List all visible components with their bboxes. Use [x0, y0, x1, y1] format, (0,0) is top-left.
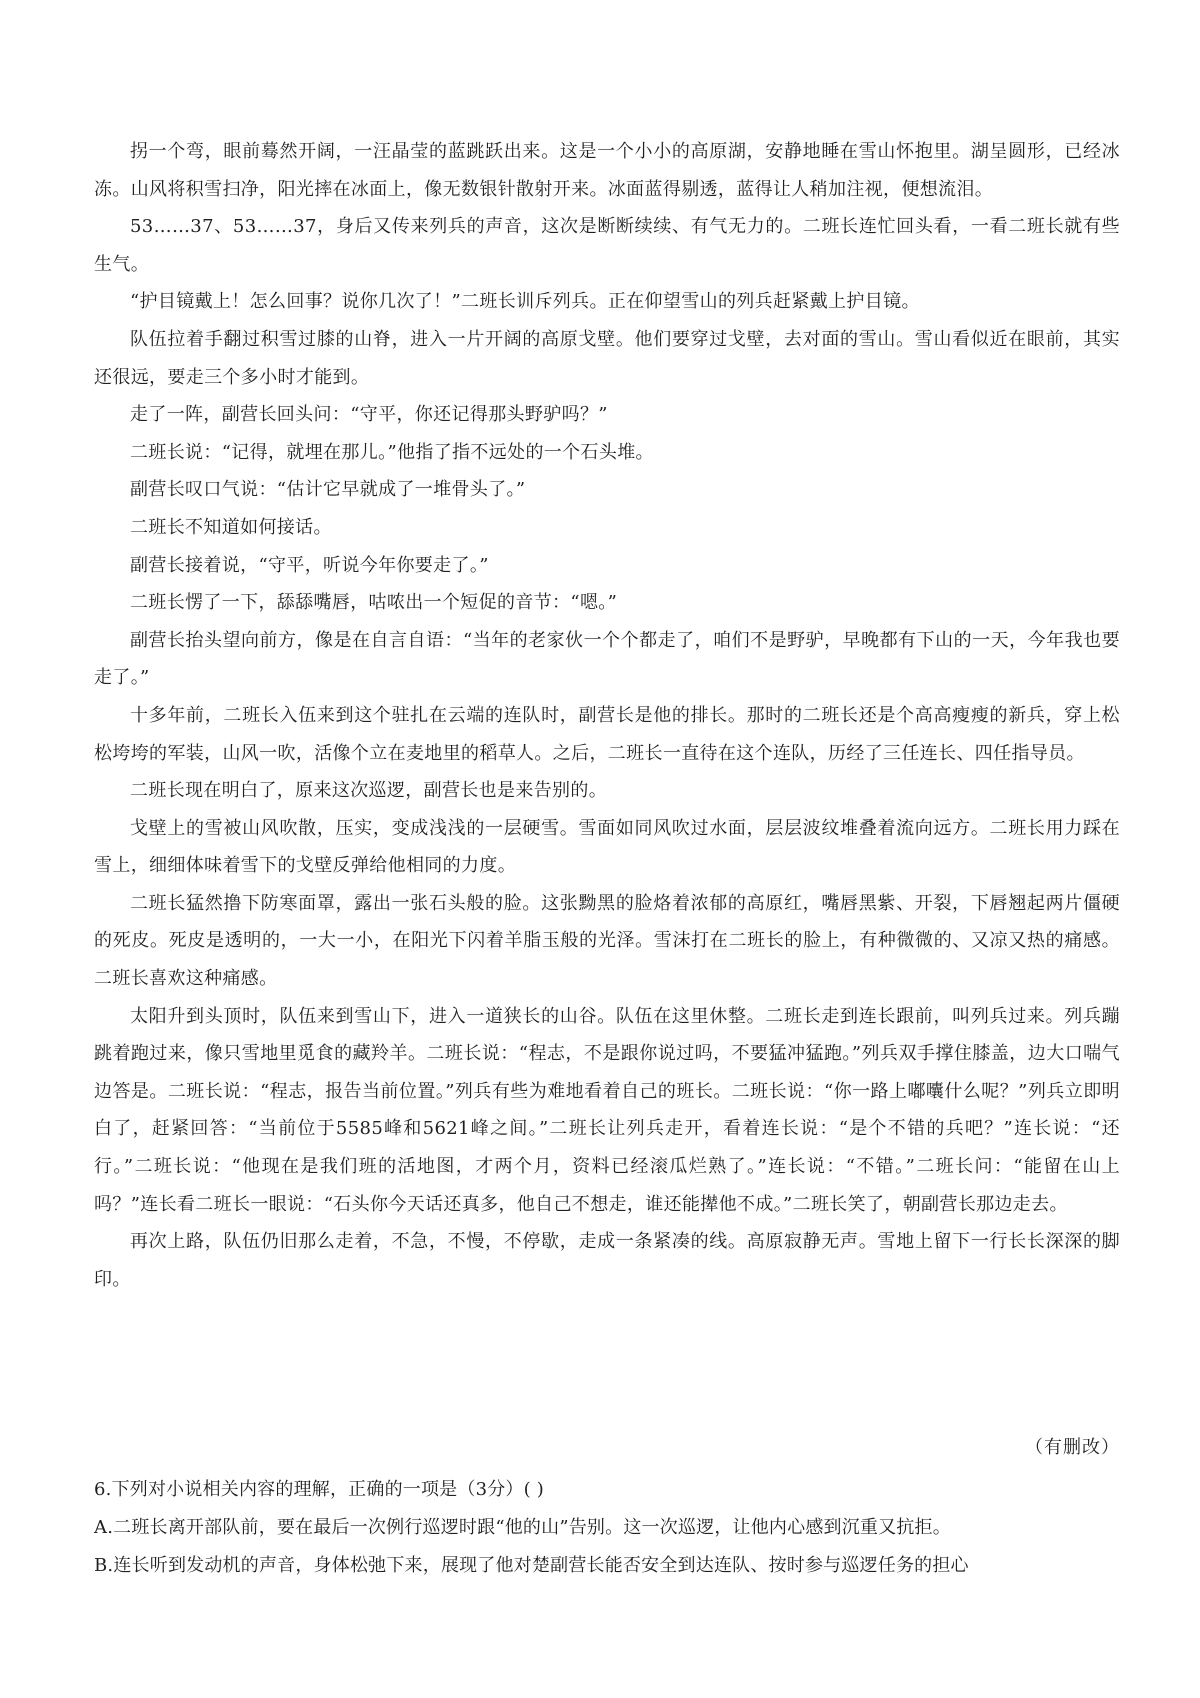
article-paragraph: 二班长说：“记得，就埋在那儿。”他指了指不远处的一个石头堆。: [130, 441, 654, 463]
article-paragraph: 戈壁上的雪被山风吹散，压实，变成浅浅的一层硬雪。雪面如同风吹过水面，层层波纹堆叠着流向远方。二班长用力踩在雪上，细细体味着雪下的戈壁反弹给他相同的力度。: [94, 817, 1120, 877]
article-paragraph: 走了一阵，副营长回头问：“守平，你还记得那头野驴吗？”: [130, 404, 608, 426]
answer-option-a: A.二班长离开部队前，要在最后一次例行巡逻时跟“他的山”告别。这一次巡逻，让他内心感到沉重又抗拒。: [94, 1517, 951, 1538]
article-paragraph: 二班长猛然撸下防寒面罩，露出一张石头般的脸。这张黝黑的脸烙着浓郁的高原红，嘴唇黑紫、开裂，下唇翘起两片僵硬的死皮。死皮是透明的，一大一小，在阳光下闪着羊脂玉般的光泽。雪沫打在二班长的脸上，有种微微的、又凉又热的痛感。二班长喜欢这种痛感。: [94, 892, 1120, 990]
article-paragraph: 副营长叹口气说：“估计它早就成了一堆骨头了。”: [130, 479, 526, 501]
article-paragraph: 拐一个弯，眼前蓦然开阔，一汪晶莹的蓝跳跃出来。这是一个小小的高原湖，安静地睡在雪山怀抱里。湖呈圆形，已经冰冻。山风将积雪扫净，阳光摔在冰面上，像无数银针散射开来。冰面蓝得剔透，蓝得让人稍加注视，便想流泪。: [94, 141, 1120, 200]
source-note: （有删改）: [1025, 1437, 1120, 1458]
article-paragraph: 副营长接着说，“守平，听说今年你要走了。”: [130, 554, 489, 576]
question-stem: 6.下列对小说相关内容的理解，正确的一项是（3分）( ): [94, 1479, 544, 1500]
article-paragraph: 53……37、53……37，身后又传来列兵的声音，这次是断断续续、有气无力的。二班长连忙回头看，一看二班长就有些生气。: [94, 216, 1120, 275]
question-block: [94, 1471, 1120, 1585]
article-paragraph: 十多年前，二班长入伍来到这个驻扎在云端的连队时，副营长是他的排长。那时的二班长还是个高高瘦瘦的新兵，穿上松松垮垮的军装，山风一吹，活像个立在麦地里的稻草人。之后，二班长一直待在这个连队，历经了三任连长、四任指导员。: [94, 704, 1120, 764]
article-paragraph: 二班长不知道如何接话。: [130, 516, 332, 538]
article-paragraph: 二班长愣了一下，舔舔嘴唇，咕哝出一个短促的音节：“嗯。”: [130, 592, 618, 614]
article-paragraph: “护目镜戴上！怎么回事？说你几次了！”二班长训斥列兵。正在仰望雪山的列兵赶紧戴上护目镜。: [130, 291, 920, 313]
answer-option-b: B.连长听到发动机的声音，身体松弛下来，展现了他对楚副营长能否安全到达连队、按时参与巡逻任务的担心: [94, 1555, 969, 1576]
page-footer-mark: [598, 1686, 608, 1689]
article-paragraph: 再次上路，队伍仍旧那么走着，不急，不慢，不停歇，走成一条紧凑的线。高原寂静无声。雪地上留下一行长长深深的脚印。: [94, 1231, 1120, 1290]
article-paragraph: 队伍拉着手翻过积雪过膝的山脊，进入一片开阔的高原戈壁。他们要穿过戈壁，去对面的雪山。雪山看似近在眼前，其实还很远，要走三个多小时才能到。: [94, 328, 1120, 388]
article-paragraph: 副营长抬头望向前方，像是在自言自语：“当年的老家伙一个个都走了，咱们不是野驴，早晚都有下山的一天，今年我也要走了。”: [94, 629, 1120, 689]
article-paragraph: 二班长现在明白了，原来这次巡逻，副营长也是来告别的。: [130, 780, 608, 802]
article-body: [94, 133, 1120, 1298]
article-paragraph: 太阳升到头顶时，队伍来到雪山下，进入一道狭长的山谷。队伍在这里休整。二班长走到连长跟前，叫列兵过来。列兵蹦跳着跑过来，像只雪地里觅食的藏羚羊。二班长说：“程志，不是跟你说过吗，不要猛冲猛跑。”列兵双手撑住膝盖，边大口喘气边答是。二班长说：“程志，报告当前位置。”列兵有些为难地看着自己的班长。二班长说：“你一路上嘟囔什么呢？”列兵立即明白了，赶紧回答：“当前位于5585峰和5621峰之间。”二班长让列兵走开，看着连长说：“是个不错的兵吧？”连长说：“还行。”二班长说：“他现在是我们班的活地图，才两个月，资料已经滚瓜烂熟了。”连长说：“不错。”二班长问：“能留在山上吗？”连长看二班长一眼说：“石头你今天话还真多，他自己不想走，谁还能撵他不成。”二班长笑了，朝副营长那边走去。: [94, 1005, 1120, 1215]
